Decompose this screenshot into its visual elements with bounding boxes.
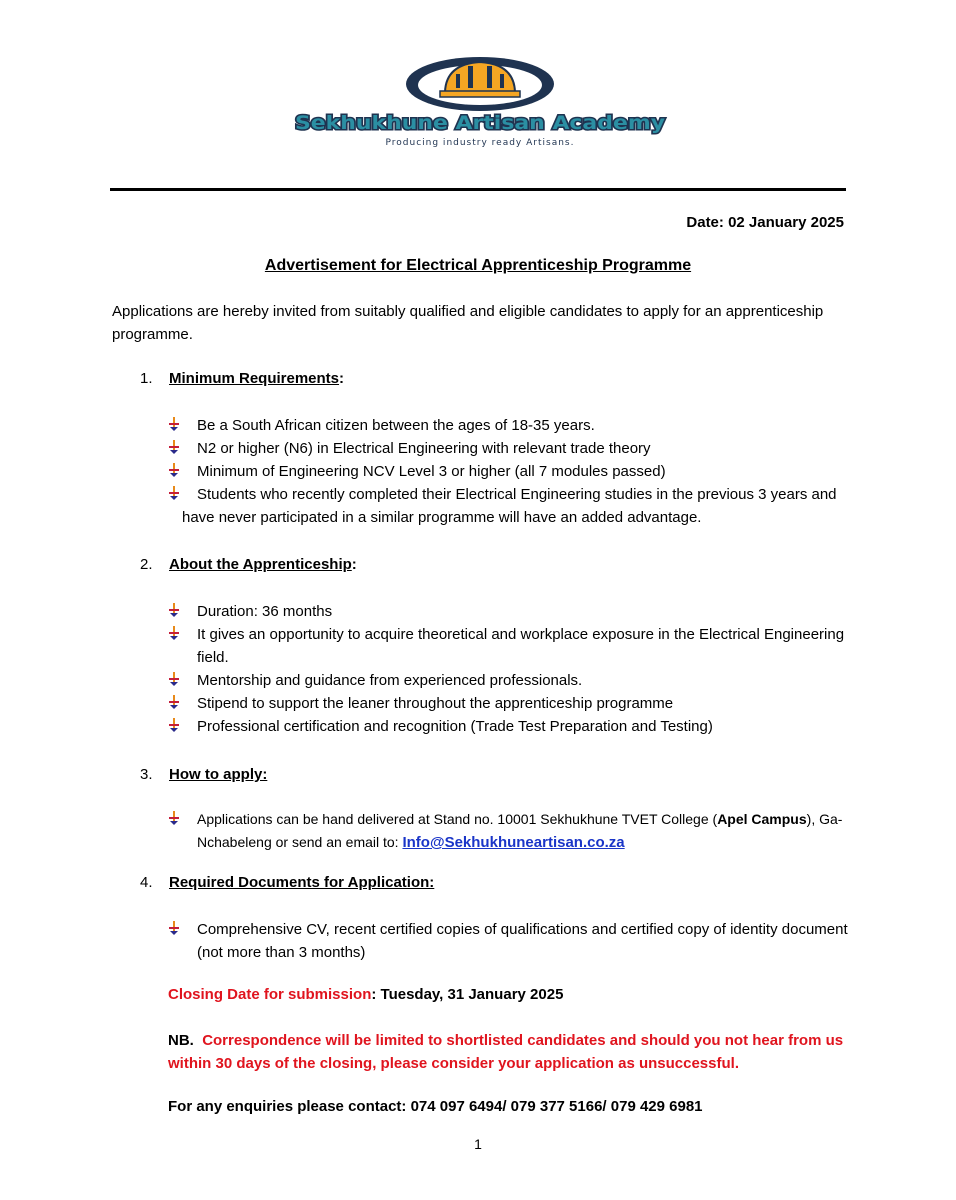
section-heading-documents: 4. Required Documents for Application: — [140, 874, 435, 891]
arrow-bullet-icon — [168, 463, 180, 477]
closing-date: Closing Date for submission: Tuesday, 31 January 2025 — [168, 986, 564, 1003]
arrow-bullet-icon — [168, 672, 180, 686]
academy-logo — [280, 52, 680, 152]
document-date: Date: 02 January 2025 — [686, 214, 844, 231]
list-item: Students who recently completed their Electrical Engineering studies in the previous 3 years and have never participated in a similar programme will have an added advantage. — [168, 483, 858, 529]
arrow-bullet-icon — [168, 811, 180, 825]
list-item: Be a South African citizen between the ages of 18-35 years. — [168, 414, 858, 437]
list-item: N2 or higher (N6) in Electrical Engineering with relevant trade theory — [168, 437, 858, 460]
list-item: Comprehensive CV, recent certified copies of qualifications and certified copy of identity document (not more than 3 months) — [168, 918, 858, 964]
documents-list — [168, 918, 858, 964]
list-item: It gives an opportunity to acquire theoretical and workplace exposure in the Electrical Engineering field. — [168, 623, 858, 669]
arrow-bullet-icon — [168, 486, 180, 500]
list-item: Mentorship and guidance from experienced professionals. — [168, 669, 858, 692]
nb-notice: NB. Correspondence will be limited to shortlisted candidates and should you not hear from us within 30 days of the closing, please consider your application as unsuccessful. — [168, 1032, 844, 1072]
list-item: Duration: 36 months — [168, 600, 858, 623]
arrow-bullet-icon — [168, 440, 180, 454]
about-list — [168, 600, 858, 738]
arrow-bullet-icon — [168, 718, 180, 732]
page-title: Advertisement for Electrical Apprenticeship Programme — [264, 257, 692, 274]
arrow-bullet-icon — [168, 417, 180, 431]
intro-paragraph: Applications are hereby invited from suitably qualified and eligible candidates to apply for an apprenticeship programme. — [112, 303, 824, 343]
page-number: 1 — [474, 1136, 482, 1152]
arrow-bullet-icon — [168, 695, 180, 709]
logo-tagline: Producing industry ready Artisans. — [385, 138, 575, 148]
apply-list — [168, 808, 858, 854]
campus-name: Apel Campus — [717, 811, 807, 827]
arrow-bullet-icon — [168, 626, 180, 640]
arrow-bullet-icon — [168, 921, 180, 935]
hard-hat-icon — [406, 57, 554, 111]
email-link[interactable]: Info@Sekhukhuneartisan.co.za — [402, 834, 625, 851]
header-divider — [110, 188, 846, 191]
arrow-bullet-icon — [168, 603, 180, 617]
list-item: Minimum of Engineering NCV Level 3 or higher (all 7 modules passed) — [168, 460, 858, 483]
requirements-list — [168, 414, 858, 529]
section-heading-about: 2. About the Apprenticeship: — [140, 556, 357, 573]
logo-name: Sekhukhune Artisan Academy — [295, 112, 666, 134]
list-item: Applications can be hand delivered at Stand no. 10001 Sekhukhune TVET College (Apel Campus), Ga-Nchabeleng or send an email to: Info@Sekhukhuneartisan.co.za — [168, 808, 858, 854]
list-item: Professional certification and recognition (Trade Test Preparation and Testing) — [168, 715, 858, 738]
section-heading-how-to-apply: 3. How to apply: — [140, 766, 268, 783]
list-item: Stipend to support the leaner throughout the apprenticeship programme — [168, 692, 858, 715]
section-heading-requirements: 1. Minimum Requirements: — [140, 370, 345, 387]
enquiries-contact: For any enquiries please contact: 074 097 6494/ 079 377 5166/ 079 429 6981 — [168, 1098, 703, 1115]
